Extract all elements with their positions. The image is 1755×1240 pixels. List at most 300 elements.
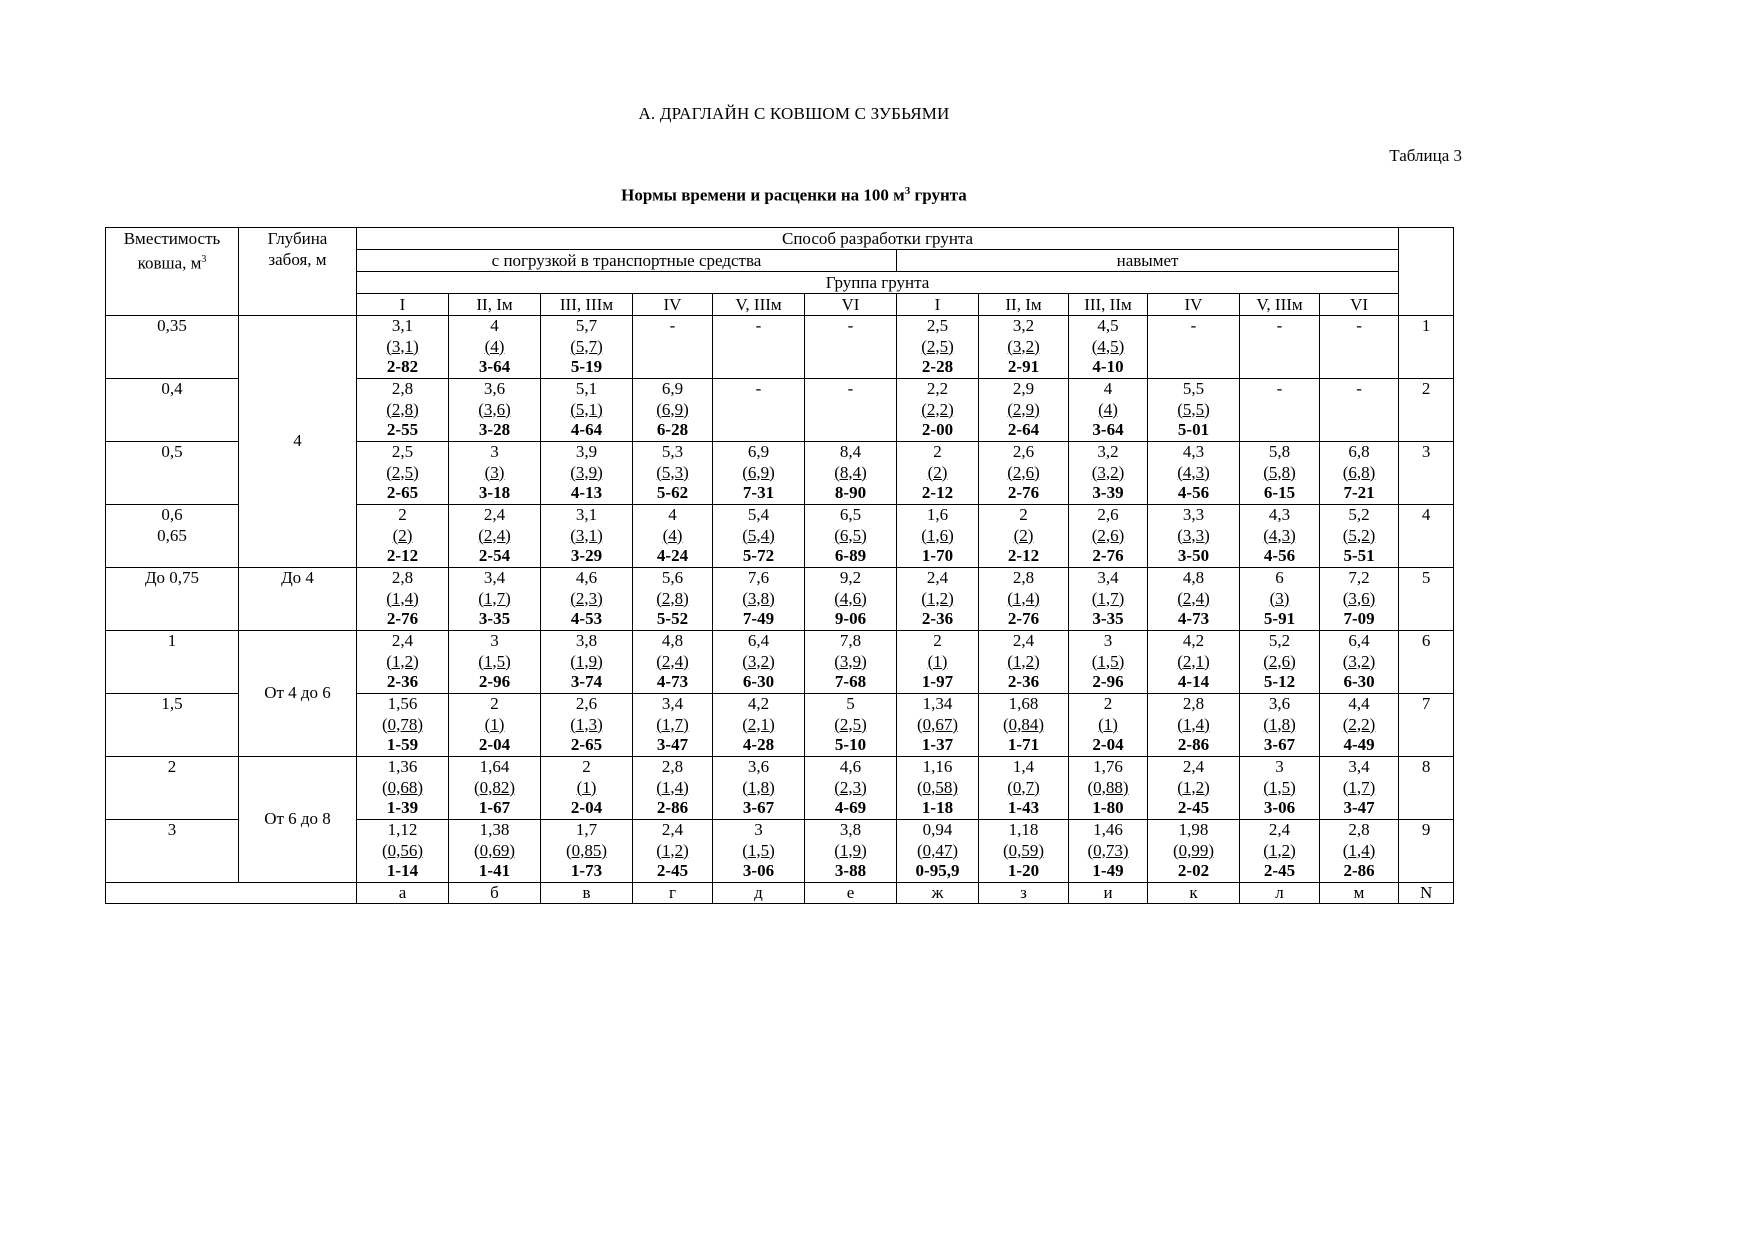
time-norm: 2,8 <box>391 379 414 398</box>
norm-cell <box>541 505 633 568</box>
time-norm: 2,2 <box>926 379 949 398</box>
machine-time: (3,1) <box>386 336 419 356</box>
norm-cell <box>1240 316 1320 379</box>
time-norm: 4,3 <box>1268 505 1291 524</box>
time-norm: 1,34 <box>922 694 953 713</box>
price-rate: 2-65 <box>386 483 419 502</box>
machine-time: (0,59) <box>1002 840 1045 860</box>
price-rate: 4-73 <box>656 672 689 691</box>
norm-cell <box>357 694 449 757</box>
price-rate: 1-71 <box>1007 735 1040 754</box>
machine-time: (0,58) <box>916 777 959 797</box>
row-number: 3 <box>1399 442 1454 505</box>
table-caption <box>0 185 1588 206</box>
group-header: V, IIIм <box>713 294 805 316</box>
machine-time: (2,5) <box>386 462 419 482</box>
machine-time: (3) <box>484 462 505 482</box>
norm-cell <box>713 631 805 694</box>
group-header: III, IIIм <box>541 294 633 316</box>
norm-cell <box>713 316 805 379</box>
price-rate: 3-35 <box>478 609 511 628</box>
norm-cell <box>713 694 805 757</box>
column-letter: ж <box>897 883 979 904</box>
time-norm: 3 <box>754 820 763 839</box>
time-norm: 4 <box>668 505 677 524</box>
price-rate: 4-14 <box>1177 672 1210 691</box>
row-number: 6 <box>1399 631 1454 694</box>
time-norm: 0,94 <box>922 820 953 839</box>
time-norm: 3,8 <box>839 820 862 839</box>
machine-time: (3,2) <box>1007 336 1040 356</box>
time-norm: 4 <box>1103 379 1113 398</box>
price-rate: 2-12 <box>386 546 419 565</box>
norm-cell <box>713 568 805 631</box>
machine-time: (1,4) <box>386 588 419 608</box>
norm-cell <box>357 631 449 694</box>
time-norm: 5,5 <box>1182 379 1205 398</box>
group-header: I <box>357 294 449 316</box>
norm-cell <box>449 568 541 631</box>
norm-cell <box>1240 757 1320 820</box>
norm-cell <box>897 694 979 757</box>
norm-cell <box>979 694 1069 757</box>
norm-cell <box>713 757 805 820</box>
time-norm: 6,4 <box>747 631 770 650</box>
time-norm: 1,68 <box>1008 694 1039 713</box>
time-norm: 5,8 <box>1268 442 1291 461</box>
price-rate: 7-68 <box>834 672 867 691</box>
time-norm: 3,6 <box>483 379 506 398</box>
norm-cell <box>1148 757 1240 820</box>
machine-time: (5,1) <box>570 399 603 419</box>
row-number: 4 <box>1399 505 1454 568</box>
capacity-cell <box>106 505 239 568</box>
norm-cell <box>357 757 449 820</box>
time-norm: 1,46 <box>1093 820 1123 839</box>
machine-time: (4) <box>484 336 505 356</box>
price-rate: 5-01 <box>1177 420 1210 439</box>
capacity-value: 0,6 <box>161 505 183 524</box>
norm-cell <box>1148 631 1240 694</box>
machine-time: (1) <box>576 777 597 797</box>
norm-cell <box>713 820 805 883</box>
capacity-cell <box>106 820 239 883</box>
letter-row-blank <box>106 883 357 904</box>
time-norm: 3,4 <box>1097 568 1119 587</box>
norm-cell <box>633 820 713 883</box>
row-number: 2 <box>1399 379 1454 442</box>
time-norm: 8,4 <box>839 442 862 461</box>
norm-cell <box>1320 757 1399 820</box>
price-rate: 3-64 <box>1092 420 1124 439</box>
norm-cell <box>1148 694 1240 757</box>
time-norm: - <box>1276 379 1283 398</box>
time-norm: 2 <box>582 757 591 776</box>
norm-cell <box>1069 757 1148 820</box>
time-norm: 6,9 <box>661 379 684 398</box>
time-norm: 2,4 <box>1012 631 1035 650</box>
machine-time: (3,9) <box>570 462 603 482</box>
machine-time: (2) <box>1013 525 1034 545</box>
norm-cell <box>897 379 979 442</box>
time-norm: 5,6 <box>661 568 684 587</box>
time-norm: 2,8 <box>661 757 684 776</box>
header-dump: навымет <box>897 250 1399 272</box>
price-rate: 2-36 <box>921 609 954 628</box>
machine-time: (6,8) <box>1342 462 1376 482</box>
machine-time: (4,6) <box>834 588 867 608</box>
machine-time: (0,78) <box>381 714 424 734</box>
price-rate: 2-64 <box>1007 420 1040 439</box>
column-letter: з <box>979 883 1069 904</box>
column-letter: б <box>449 883 541 904</box>
norm-cell <box>897 568 979 631</box>
depth-cell: От 4 до 6 <box>239 631 357 757</box>
norm-cell <box>805 568 897 631</box>
price-rate: 3-47 <box>656 735 689 754</box>
machine-time: (0,68) <box>381 777 424 797</box>
norm-cell <box>633 442 713 505</box>
price-rate: 6-30 <box>1343 672 1375 691</box>
norms-table <box>105 227 1454 904</box>
time-norm: 2,4 <box>661 820 684 839</box>
price-rate: 6-28 <box>656 420 689 439</box>
caption-superscript: 3 <box>904 185 911 197</box>
norm-cell <box>1240 379 1320 442</box>
time-norm: 2,8 <box>1012 568 1035 587</box>
price-rate: 2-86 <box>1177 735 1210 754</box>
time-norm: 5,2 <box>1348 505 1370 524</box>
machine-time: (2) <box>392 525 413 545</box>
price-rate: 2-65 <box>570 735 603 754</box>
machine-time: (5,4) <box>742 525 775 545</box>
price-rate: 2-55 <box>386 420 419 439</box>
price-rate: 6-15 <box>1263 483 1296 502</box>
machine-time: (2,4) <box>1177 588 1210 608</box>
norm-cell <box>1320 505 1399 568</box>
machine-time: (5,7) <box>570 336 603 356</box>
price-rate: 2-96 <box>478 672 511 691</box>
column-letter: л <box>1240 883 1320 904</box>
table-row <box>106 757 1454 820</box>
header-capacity-sup: 3 <box>201 254 207 265</box>
norm-cell <box>357 820 449 883</box>
time-norm: - <box>1190 316 1197 335</box>
machine-time: (1,6) <box>921 525 954 545</box>
norm-cell <box>633 568 713 631</box>
machine-time: (2) <box>927 462 948 482</box>
time-norm: 5,7 <box>575 316 598 335</box>
norm-cell <box>1148 820 1240 883</box>
machine-time: (6,9) <box>742 462 775 482</box>
price-rate: 2-36 <box>1007 672 1040 691</box>
price-rate: 1-97 <box>921 672 954 691</box>
machine-time: (1,5) <box>742 840 775 860</box>
time-norm: 3,4 <box>483 568 506 587</box>
time-norm: 1,98 <box>1178 820 1209 839</box>
machine-time: (3,8) <box>742 588 775 608</box>
time-norm: 2,5 <box>926 316 949 335</box>
time-norm: 3,9 <box>575 442 598 461</box>
time-norm: - <box>1356 316 1362 335</box>
price-rate: 7-21 <box>1343 483 1375 502</box>
time-norm: - <box>847 316 854 335</box>
price-rate: 7-49 <box>742 609 775 628</box>
norm-cell <box>1069 694 1148 757</box>
machine-time: (1,7) <box>656 714 689 734</box>
time-norm: 2,4 <box>926 568 949 587</box>
machine-time: (5,5) <box>1177 399 1210 419</box>
time-norm: 3,2 <box>1012 316 1035 335</box>
norm-cell <box>979 442 1069 505</box>
price-rate: 4-73 <box>1177 609 1210 628</box>
norm-cell <box>541 820 633 883</box>
price-rate: 5-10 <box>834 735 867 754</box>
group-header: IV <box>633 294 713 316</box>
norm-cell <box>541 568 633 631</box>
price-rate: 7-09 <box>1343 609 1375 628</box>
group-header: II, Iм <box>979 294 1069 316</box>
time-norm: 3,6 <box>1268 694 1291 713</box>
header-loading: с погрузкой в транспортные средства <box>357 250 897 272</box>
price-rate: 4-28 <box>742 735 775 754</box>
price-rate: 5-52 <box>656 609 689 628</box>
norm-cell <box>1320 820 1399 883</box>
price-rate: 2-12 <box>921 483 954 502</box>
price-rate: 3-28 <box>478 420 511 439</box>
price-rate: 2-76 <box>386 609 419 628</box>
time-norm: 3 <box>490 631 499 650</box>
time-norm: - <box>755 379 762 398</box>
machine-time: (4) <box>662 525 683 545</box>
price-rate: 2-76 <box>1007 609 1040 628</box>
time-norm: - <box>847 379 854 398</box>
norm-cell <box>541 379 633 442</box>
norm-cell <box>357 505 449 568</box>
price-rate: 1-59 <box>386 735 419 754</box>
section-title: А. ДРАГЛАЙН С КОВШОМ С ЗУБЬЯМИ <box>638 104 950 123</box>
group-header: VI <box>805 294 897 316</box>
price-rate: 2-36 <box>386 672 419 691</box>
machine-time: (1,4) <box>1177 714 1210 734</box>
machine-time: (0,7) <box>1007 777 1040 797</box>
machine-time: (2,6) <box>1007 462 1040 482</box>
time-norm: 4 <box>490 316 499 335</box>
price-rate: 5-51 <box>1343 546 1375 565</box>
header-blank <box>1399 228 1454 316</box>
price-rate: 5-72 <box>742 546 775 565</box>
machine-time: (0,99) <box>1172 840 1215 860</box>
norm-cell <box>1240 568 1320 631</box>
norm-cell <box>1069 631 1148 694</box>
time-norm: 4,8 <box>1182 568 1205 587</box>
time-norm: 4,8 <box>661 631 684 650</box>
machine-time: (1,2) <box>1263 840 1296 860</box>
price-rate: 5-62 <box>656 483 689 502</box>
price-rate: 1-14 <box>386 861 419 880</box>
machine-time: (5,8) <box>1263 462 1296 482</box>
table-label: Таблица 3 <box>1389 146 1462 165</box>
norm-cell <box>541 694 633 757</box>
table-row <box>106 316 1454 379</box>
time-norm: 2,6 <box>575 694 598 713</box>
capacity-value: 0,5 <box>161 442 183 461</box>
capacity-cell <box>106 694 239 757</box>
time-norm: 4,4 <box>1348 694 1370 713</box>
machine-time: (5,3) <box>656 462 689 482</box>
price-rate: 5-91 <box>1263 609 1296 628</box>
machine-time: (5,2) <box>1342 525 1376 545</box>
machine-time: (2,5) <box>834 714 867 734</box>
column-letter: и <box>1069 883 1148 904</box>
norm-cell <box>1320 316 1399 379</box>
group-header: VI <box>1320 294 1399 316</box>
capacity-cell <box>106 442 239 505</box>
norm-cell <box>897 631 979 694</box>
time-norm: 3 <box>490 442 499 461</box>
group-header: II, Iм <box>449 294 541 316</box>
time-norm: 6,5 <box>839 505 862 524</box>
price-rate: 1-18 <box>921 798 954 817</box>
machine-time: (3,3) <box>1177 525 1210 545</box>
time-norm: 6 <box>1275 568 1284 587</box>
machine-time: (2,4) <box>478 525 511 545</box>
norm-cell <box>897 442 979 505</box>
table-row <box>106 631 1454 694</box>
time-norm: 2,6 <box>1097 505 1119 524</box>
capacity-value: 1 <box>167 631 177 650</box>
price-rate: 3-50 <box>1177 546 1210 565</box>
price-rate: 3-67 <box>1263 735 1296 754</box>
price-rate: 0-95,9 <box>915 861 960 880</box>
capacity-value: 2 <box>167 757 177 776</box>
machine-time: (0,47) <box>916 840 959 860</box>
time-norm: 1,4 <box>1012 757 1035 776</box>
machine-time: (0,88) <box>1087 777 1129 797</box>
price-rate: 3-67 <box>742 798 775 817</box>
time-norm: 2,4 <box>1268 820 1291 839</box>
time-norm: 1,76 <box>1093 757 1123 776</box>
column-letter: в <box>541 883 633 904</box>
time-norm: 5,4 <box>747 505 770 524</box>
depth-cell: До 4 <box>239 568 357 631</box>
machine-time: (8,4) <box>834 462 867 482</box>
norm-cell <box>1240 505 1320 568</box>
time-norm: 1,18 <box>1008 820 1039 839</box>
price-rate: 2-00 <box>921 420 954 439</box>
norm-cell <box>897 757 979 820</box>
norm-cell <box>633 379 713 442</box>
time-norm: 3 <box>1275 757 1284 776</box>
norm-cell <box>805 631 897 694</box>
column-letter: к <box>1148 883 1240 904</box>
norm-cell <box>449 379 541 442</box>
machine-time: (2,5) <box>921 336 954 356</box>
price-rate: 1-73 <box>570 861 603 880</box>
row-number: 5 <box>1399 568 1454 631</box>
machine-time: (3,2) <box>742 651 775 671</box>
time-norm: 2 <box>1103 694 1113 713</box>
capacity-cell <box>106 379 239 442</box>
price-rate: 3-06 <box>1263 798 1296 817</box>
time-norm: 6,9 <box>747 442 770 461</box>
time-norm: 4,3 <box>1182 442 1205 461</box>
machine-time: (1,8) <box>1263 714 1296 734</box>
time-norm: 2 <box>398 505 407 524</box>
machine-time: (3,2) <box>1091 462 1125 482</box>
norm-cell <box>979 505 1069 568</box>
price-rate: 4-69 <box>834 798 867 817</box>
price-rate: 3-64 <box>478 357 511 376</box>
price-rate: 2-02 <box>1177 861 1210 880</box>
price-rate: 4-13 <box>570 483 603 502</box>
norm-cell <box>1069 316 1148 379</box>
norm-cell <box>1148 568 1240 631</box>
norm-cell <box>1240 442 1320 505</box>
time-norm: 2,8 <box>1348 820 1370 839</box>
time-norm: 5 <box>846 694 855 713</box>
machine-time: (3,6) <box>478 399 511 419</box>
time-norm: 3,1 <box>391 316 414 335</box>
machine-time: (3,2) <box>1342 651 1376 671</box>
machine-time: (1,4) <box>656 777 689 797</box>
time-norm: - <box>1356 379 1362 398</box>
norm-cell <box>713 505 805 568</box>
norm-cell <box>449 820 541 883</box>
machine-time: (0,69) <box>473 840 516 860</box>
norm-cell <box>633 757 713 820</box>
price-rate: 2-91 <box>1007 357 1040 376</box>
machine-time: (0,73) <box>1087 840 1129 860</box>
norm-cell <box>1148 505 1240 568</box>
norm-cell <box>1069 505 1148 568</box>
time-norm: 1,12 <box>387 820 418 839</box>
price-rate: 2-86 <box>1343 861 1375 880</box>
norm-cell <box>979 631 1069 694</box>
machine-time: (1,5) <box>1091 651 1125 671</box>
price-rate: 1-80 <box>1092 798 1124 817</box>
machine-time: (1,2) <box>921 588 954 608</box>
price-rate: 2-45 <box>1263 861 1296 880</box>
time-norm: 3,4 <box>1348 757 1370 776</box>
column-letter: а <box>357 883 449 904</box>
norm-cell <box>633 505 713 568</box>
norm-cell <box>633 631 713 694</box>
machine-time: (6,5) <box>834 525 867 545</box>
machine-time: (1,7) <box>478 588 511 608</box>
price-rate: 1-20 <box>1007 861 1040 880</box>
group-header: V, IIIм <box>1240 294 1320 316</box>
time-norm: 2,6 <box>1012 442 1035 461</box>
norm-cell <box>633 694 713 757</box>
time-norm: 3 <box>1103 631 1113 650</box>
machine-time: (1,2) <box>656 840 689 860</box>
group-header: I <box>897 294 979 316</box>
norm-cell <box>357 379 449 442</box>
norm-cell <box>979 820 1069 883</box>
norm-cell <box>1240 820 1320 883</box>
norm-cell <box>1148 379 1240 442</box>
machine-time: (3,1) <box>570 525 603 545</box>
time-norm: 2,9 <box>1012 379 1035 398</box>
machine-time: (4) <box>1098 399 1118 419</box>
price-rate: 2-04 <box>478 735 511 754</box>
norm-cell <box>1069 379 1148 442</box>
machine-time: (1,2) <box>1007 651 1040 671</box>
time-norm: 2,4 <box>1182 757 1205 776</box>
column-letter: м <box>1320 883 1399 904</box>
norm-cell <box>1069 568 1148 631</box>
